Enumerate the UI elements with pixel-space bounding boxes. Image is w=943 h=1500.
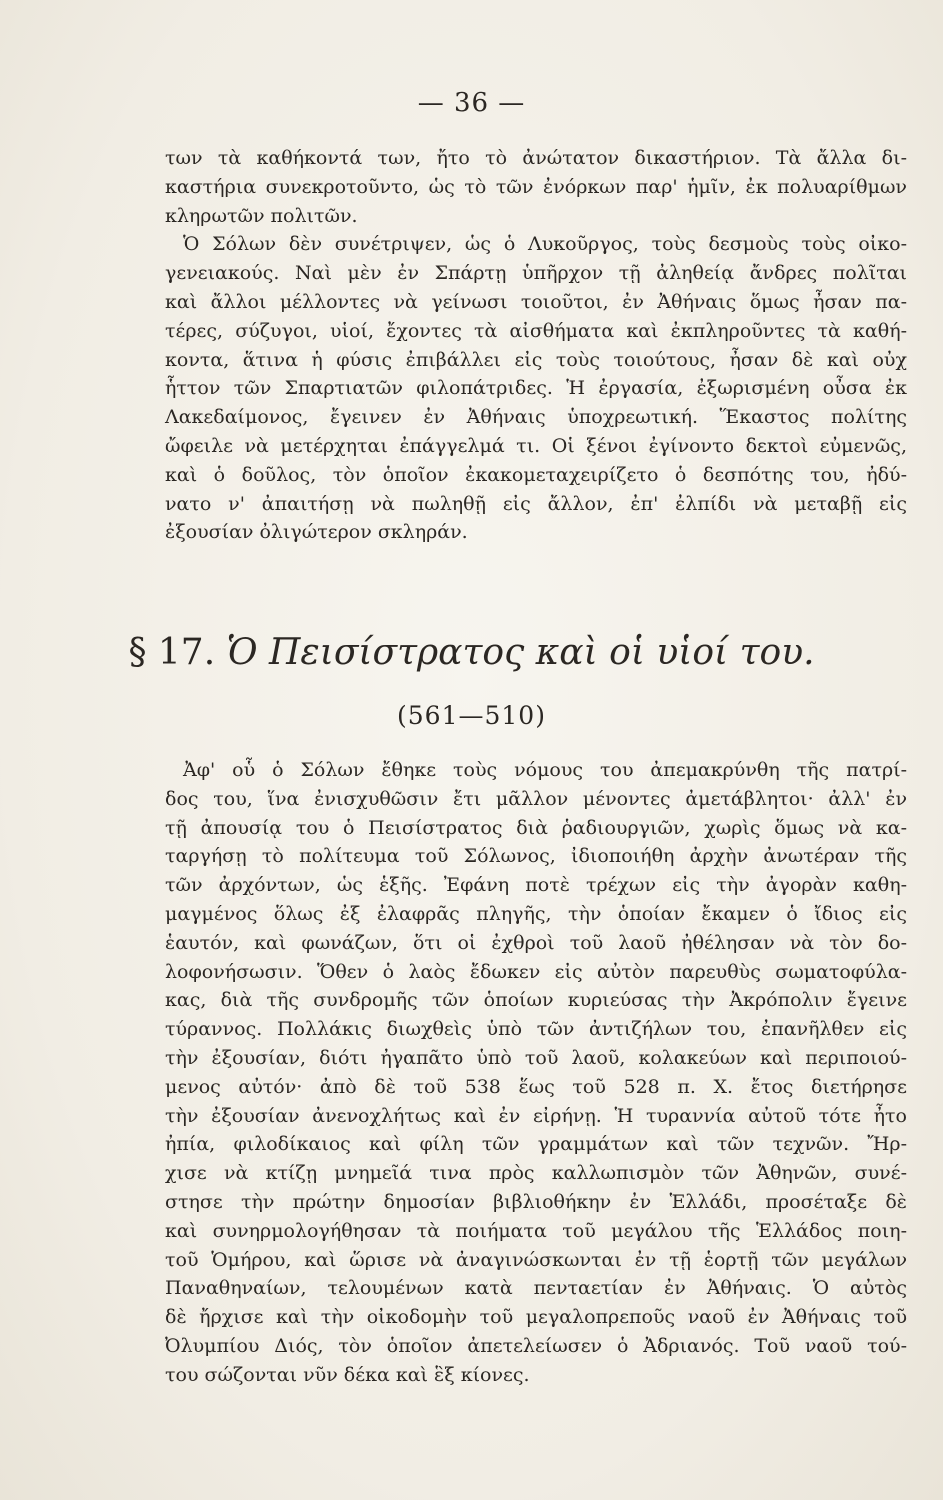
text-line: δὲ ἤρχισε καὶ τὴν οἰκοδομὴν τοῦ μεγαλοπρεποῦς ναοῦ ἐν Ἀθήναις τοῦ (165, 1306, 907, 1329)
text-line: κας, διὰ τῆς συνδρομῆς τῶν ὁποίων κυριεύσας τὴν Ἀκρόπολιν ἔγεινε (165, 989, 907, 1012)
text-line: των τὰ καθήκοντά των, ἤτο τὸ ἀνώτατον δικαστήριον. Τὰ ἄλλα δι- (165, 147, 907, 169)
text-line: δος του, ἵνα ἐνισχυθῶσιν ἔτι μᾶλλον μένοντες ἀμετάβλητοι· ἀλλ' ἐν (165, 787, 907, 810)
text-line: τὴν ἐξουσίαν ἀνενοχλήτως καὶ ἐν εἰρήνῃ. Ἡ τυραννία αὐτοῦ τότε ἦτο (165, 1104, 907, 1127)
text-line: τῇ ἀπουσίᾳ του ὁ Πεισίστρατος διὰ ῥαδιουργιῶν, χωρὶς ὅμως νὰ κα- (165, 816, 907, 839)
text-line: κοντα, ἅτινα ἡ φύσις ἐπιβάλλει εἰς τοὺς τοιούτους, ἦσαν δὲ καὶ οὐχ (165, 348, 907, 371)
text-line: καὶ ἄλλοι μέλλοντες νὰ γείνωσι τοιοῦτοι, ἐν Ἀθήναις ὅμως ἦσαν πα- (165, 290, 907, 313)
text-line: τοῦ Ὁμήρου, καὶ ὥρισε νὰ ἀναγινώσκωνται ἐν τῇ ἑορτῇ τῶν μεγάλων (165, 1248, 907, 1271)
text-line: μαγμένος ὅλως ἐξ ἐλαφρᾶς πληγῆς, τὴν ὁποίαν ἔκαμεν ὁ ἴδιος εἰς (165, 902, 907, 925)
text-line: ταργήσῃ τὸ πολίτευμα τοῦ Σόλωνος, ἰδιοποιήθη ἀρχὴν ἀνωτέραν τῆς (165, 845, 907, 868)
paragraph-peisistratos (165, 756, 907, 1390)
text-line: ἑαυτόν, καὶ φωνάζων, ὅτι οἱ ἐχθροὶ τοῦ λαοῦ ἠθέλησαν νὰ τὸν δο- (165, 931, 907, 954)
text-line: γενειακούς. Ναὶ μὲν ἐν Σπάρτῃ ὑπῆρχον τῇ ἀληθείᾳ ἄνδρες πολῖται (165, 262, 907, 285)
text-line: ὤφειλε νὰ μετέρχηται ἐπάγγελμά τι. Οἱ ξένοι ἐγίνοντο δεκτοὶ εὐμενῶς, (165, 434, 907, 457)
text-line: του σώζονται νῦν δέκα καὶ ἓξ κίονες. (165, 1363, 530, 1386)
section-title: Ὁ Πεισίστρατος καὶ οἱ υἱοί του. (226, 632, 815, 673)
text-line: τέρες, σύζυγοι, υἱοί, ἔχοντες τὰ αἰσθήματα καὶ ἐκπληροῦντες τὰ καθή- (165, 319, 907, 342)
section-dates: (561—510) (397, 701, 546, 730)
text-line: καστήρια συνεκροτοῦντο, ὡς τὸ τῶν ἐνόρκων παρ' ἡμῖν, ἐκ πολυαρίθμων (165, 175, 907, 198)
section-heading (0, 628, 943, 678)
text-line: Ὁ Σόλων δὲν συνέτριψεν, ὡς ὁ Λυκοῦργος, τοὺς δεσμοὺς τοὺς οἰκο- (183, 233, 907, 256)
text-line: ἠπία, φιλοδίκαιος καὶ φίλη τῶν γραμμάτων καὶ τῶν τεχνῶν. Ἤρ- (165, 1133, 907, 1156)
text-line: χισε νὰ κτίζῃ μνημεῖά τινα πρὸς καλλωπισμὸν τῶν Ἀθηνῶν, συνέ- (165, 1162, 907, 1185)
text-line: Ὀλυμπίου Διός, τὸν ὁποῖον ἀπετελείωσεν ὁ Ἀδριανός. Τοῦ ναοῦ τού- (165, 1334, 907, 1357)
text-line: Λακεδαίμονος, ἔγεινεν ἐν Ἀθήναις ὑποχρεωτική. Ἕκαστος πολίτης (165, 406, 907, 429)
text-line: ἐξουσίαν ὀλιγώτερον σκληράν. (165, 521, 468, 544)
page-number: — 36 — (417, 88, 526, 118)
text-line: τῶν ἀρχόντων, ὡς ἑξῆς. Ἐφάνη ποτὲ τρέχων εἰς τὴν ἀγορὰν καθη- (165, 874, 907, 897)
paragraph-solon-laws (165, 144, 907, 547)
text-line: μενος αὐτόν· ἀπὸ δὲ τοῦ 538 ἕως τοῦ 528 π. Χ. ἔτος διετήρησε (165, 1075, 907, 1098)
text-line: τὴν ἐξουσίαν, διότι ἠγαπᾶτο ὑπὸ τοῦ λαοῦ, κολακεύων καὶ περιποιού- (165, 1046, 907, 1069)
text-line: Παναθηναίων, τελουμένων κατὰ πενταετίαν ἐν Ἀθήναις. Ὁ αὐτὸς (165, 1277, 907, 1300)
text-line: καὶ συνηρμολογήθησαν τὰ ποιήματα τοῦ μεγάλου τῆς Ἑλλάδος ποιη- (165, 1219, 907, 1242)
text-line: Ἀφ' οὗ ὁ Σόλων ἔθηκε τοὺς νόμους του ἀπεμακρύνθη τῆς πατρί- (183, 759, 907, 781)
text-line: καὶ ὁ δοῦλος, τὸν ὁποῖον ἐκακομεταχειρίζετο ὁ δεσπότης του, ἠδύ- (165, 463, 907, 486)
text-line: τύραννος. Πολλάκις διωχθεὶς ὑπὸ τῶν ἀντιζήλων του, ἐπανῆλθεν εἰς (165, 1018, 907, 1041)
text-line: νατο ν' ἀπαιτήσῃ νὰ πωληθῇ εἰς ἄλλον, ἐπ' ἐλπίδι νὰ μεταβῇ εἰς (165, 492, 907, 515)
text-line: λοφονήσωσιν. Ὅθεν ὁ λαὸς ἔδωκεν εἰς αὐτὸν παρευθὺς σωματοφύλα- (165, 960, 907, 983)
text-line: κληρωτῶν πολιτῶν. (165, 204, 358, 227)
section-number: § 17. (128, 632, 216, 673)
text-line: στησε τὴν πρώτην δημοσίαν βιβλιοθήκην ἐν Ἑλλάδι, προσέταξε δὲ (165, 1190, 907, 1213)
text-line: ἧττον τῶν Σπαρτιατῶν φιλοπάτριδες. Ἡ ἐργασία, ἐξωρισμένη οὖσα ἐκ (165, 377, 907, 400)
